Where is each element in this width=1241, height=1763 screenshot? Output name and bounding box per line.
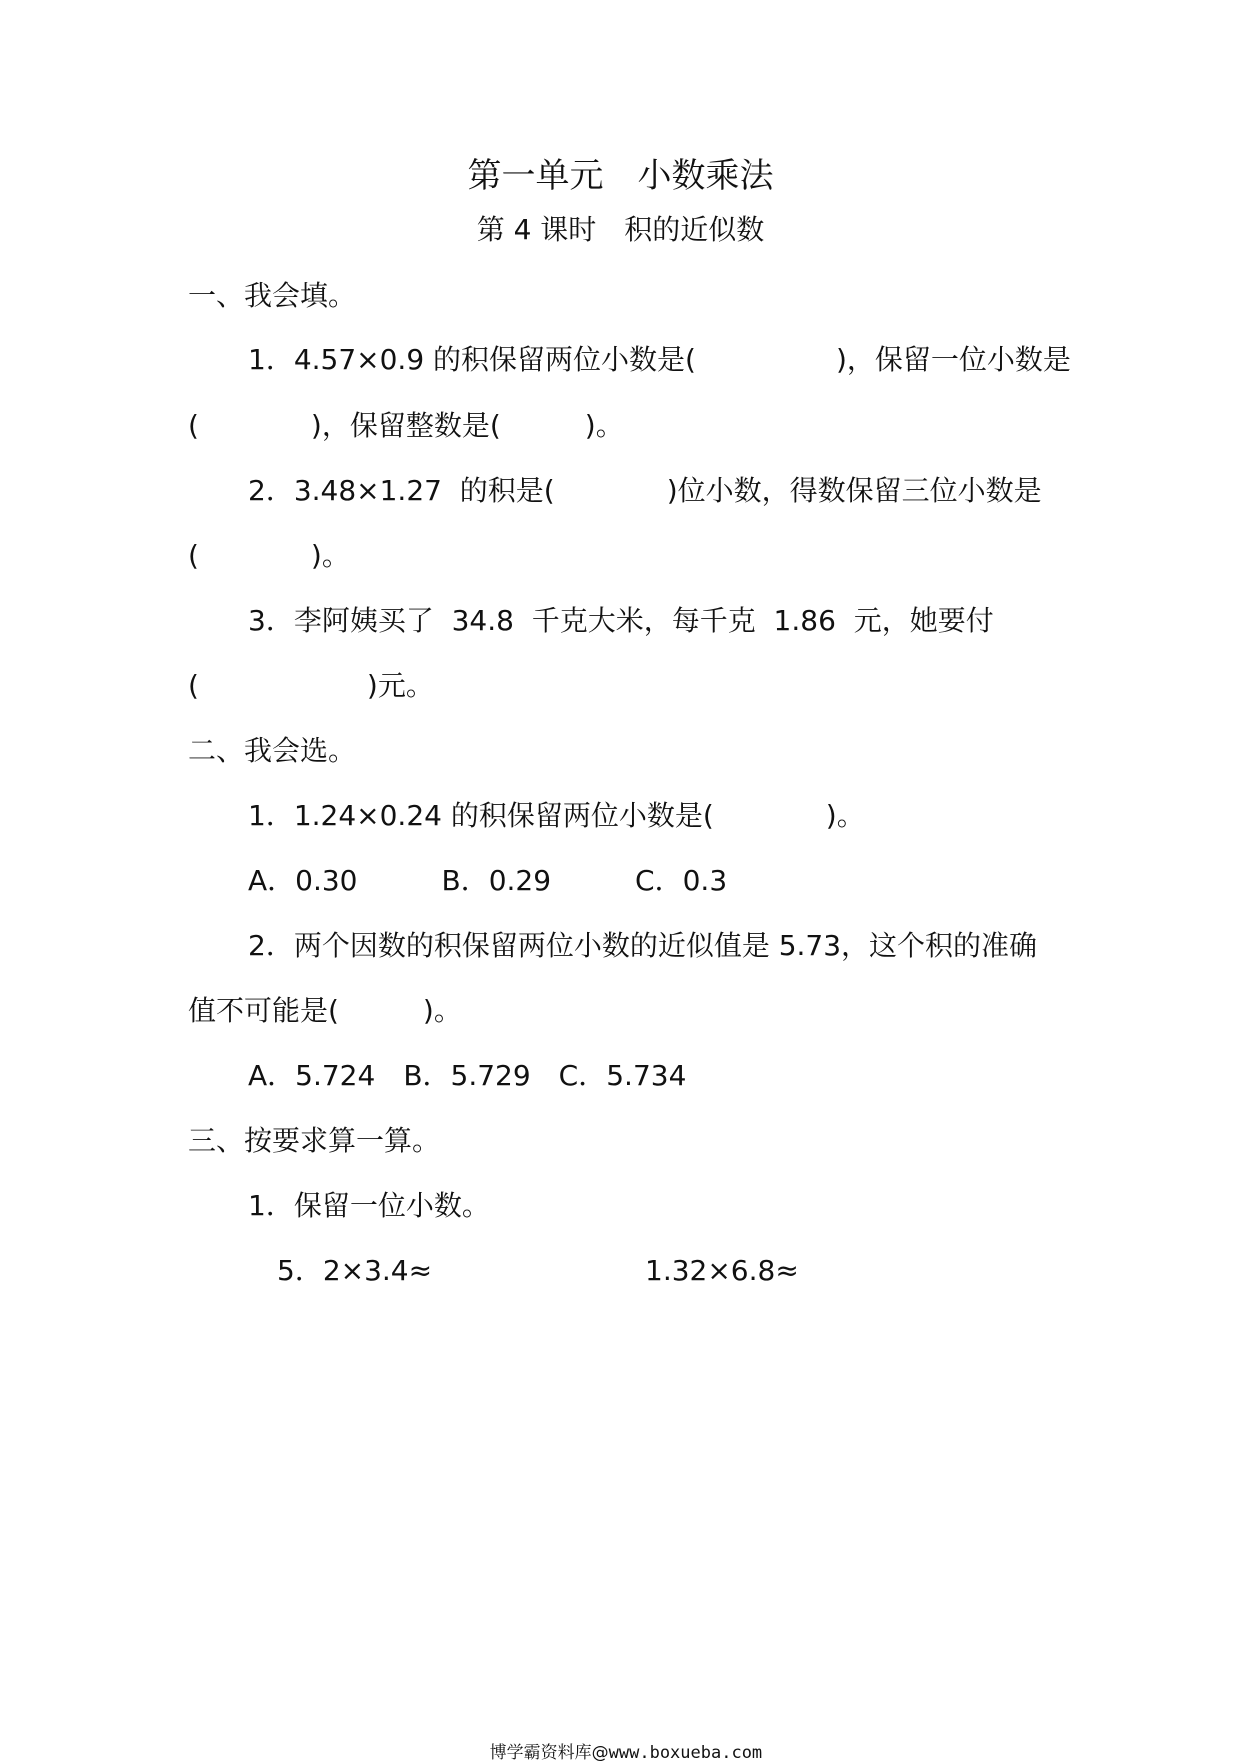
s2-q2-options: A．5.724 B．5.729 C．5.734 (248, 1059, 687, 1092)
footer-label: 博学霸资料库@ (489, 1743, 609, 1763)
s1-q1-line2: ( )，保留整数是( )。 (188, 409, 624, 442)
s1-q2-line2: ( )。 (188, 539, 350, 572)
footer (0, 1718, 1241, 1763)
s3-expr-a: 5．2×3.4≈ (277, 1254, 433, 1287)
s2-q1-options: A．0.30 B．0.29 C．0.3 (248, 864, 728, 897)
s1-q1-line1: 1．4.57×0.9 的积保留两位小数是( )，保留一位小数是 (248, 343, 1071, 376)
s3-q1: 1．保留一位小数。 (248, 1189, 490, 1222)
page-title: 第一单元 小数乘法 (467, 156, 774, 196)
page-subtitle: 第 4 课时 积的近似数 (476, 213, 765, 246)
s2-q1: 1．1.24×0.24 的积保留两位小数是( )。 (248, 799, 865, 832)
s1-q2-line1: 2．3.48×1.27 的积是( )位小数，得数保留三位小数是 (248, 474, 1042, 507)
section3-heading: 三、按要求算一算。 (188, 1124, 441, 1157)
section2-heading: 二、我会选。 (188, 734, 357, 767)
s1-q3-line2: ( )元。 (188, 669, 434, 702)
s1-q3-line1: 3．李阿姨买了 34.8 千克大米，每千克 1.86 元，她要付 (248, 604, 994, 637)
section1-heading: 一、我会填。 (188, 279, 357, 312)
s3-expr-b: 1.32×6.8≈ (645, 1254, 799, 1287)
s2-q2-line2: 值不可能是( )。 (188, 994, 462, 1027)
s2-q2-line1: 2．两个因数的积保留两位小数的近似值是 5.73，这个积的准确 (248, 929, 1038, 962)
footer-url[interactable]: www.boxueba.com (608, 1743, 763, 1763)
